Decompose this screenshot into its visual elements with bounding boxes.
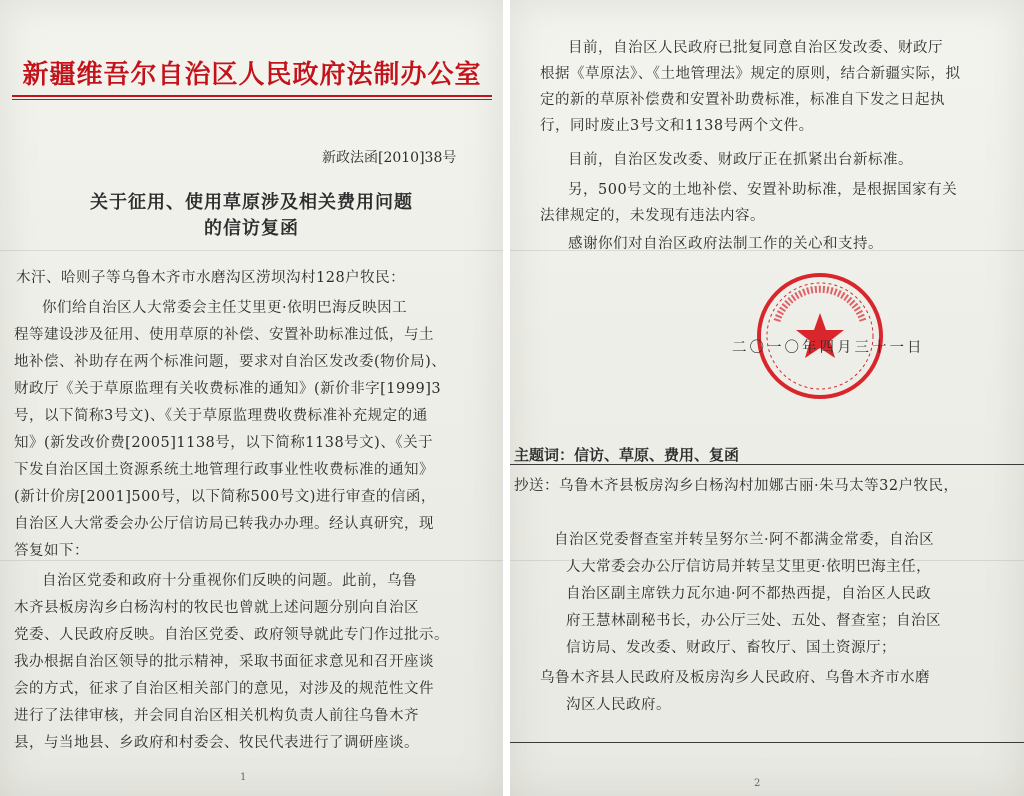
body-line: 答复如下： <box>14 543 89 559</box>
subject-keywords: 主题词：信访、草原、费用、复函 <box>514 446 740 464</box>
body-line: 进行了法律审核，并会同自治区相关机构负责人前往乌鲁木齐 <box>14 708 419 724</box>
page-number: 2 <box>754 778 761 789</box>
cc-line: 乌鲁木齐县人民政府及板房沟乡人民政府、乌鲁木齐市水磨 <box>540 670 930 686</box>
document-number: 新政法函[2010]38号 <box>322 150 457 166</box>
body-line: 我办根据自治区领导的批示精神，采取书面征求意见和召开座谈 <box>14 654 434 670</box>
body-line: 感谢你们对自治区政府法制工作的关心和支持。 <box>568 236 883 252</box>
body-line: 号，以下简称3号文)、《关于草原监理费收费标准补充规定的通 <box>14 408 428 424</box>
body-line: 知》(新发改价费[2005]1138号，以下简称1138号文)、《关于 <box>14 435 434 451</box>
body-line: 你们给自治区人大常委会主任艾里更·依明巴海反映因工 <box>42 300 408 316</box>
cc-line: 人大常委会办公厅信访局并转呈艾里更·依明巴海主任， <box>566 559 932 575</box>
body-line: 财政厅《关于草原监理有关收费标准的通知》(新价非字[1999]3 <box>14 381 442 397</box>
body-line: 会的方式，征求了自治区相关部门的意见，对涉及的规范性文件 <box>14 681 434 697</box>
subject-rule <box>510 464 1024 465</box>
letterhead-rule <box>12 95 492 97</box>
cc-line: 抄送：乌鲁木齐县板房沟乡白杨沟村加娜古丽·朱马太等32户牧民， <box>514 478 959 494</box>
body-line: 党委、人民政府反映。自治区党委、政府领导就此专门作过批示。 <box>14 627 449 643</box>
body-line: 自治区党委和政府十分重视你们反映的问题。此前，乌鲁 <box>42 573 417 589</box>
footer-rule <box>510 742 1024 743</box>
body-line: 下发自治区国土资源系统土地管理行政事业性收费标准的通知》 <box>14 462 434 478</box>
body-line: 地补偿、补助存在两个标准问题，要求对自治区发改委(物价局)、 <box>14 354 447 370</box>
letterhead-rule-thin <box>12 99 492 100</box>
cc-line: 沟区人民政府。 <box>566 697 671 713</box>
letterhead: 新疆维吾尔自治区人民政府法制办公室 <box>22 60 482 90</box>
body-line: 程等建设涉及征用、使用草原的补偿、安置补助标准过低，与土 <box>14 327 434 343</box>
page-number: 1 <box>240 772 247 783</box>
body-line: 定的新的草原补偿费和安置补助费标准，标准自下发之日起执 <box>540 92 945 108</box>
body-line: 目前，自治区发改委、财政厅正在抓紧出台新标准。 <box>568 152 913 168</box>
cc-line: 信访局、发改委、财政厅、畜牧厅、国土资源厅； <box>566 640 896 656</box>
cc-line: 府王慧林副秘书长，办公厅三处、五处、督查室；自治区 <box>566 613 941 629</box>
document-title-line-1: 关于征用、使用草原涉及相关费用问题 <box>90 192 413 213</box>
body-line: 木齐县板房沟乡白杨沟村的牧民也曾就上述问题分别向自治区 <box>14 600 419 616</box>
body-line: 县，与当地县、乡政府和村委会、牧民代表进行了调研座谈。 <box>14 735 419 751</box>
letter-page-1 <box>0 0 503 796</box>
body-line: 自治区人大常委会办公厅信访局已转我办办理。经认真研究，现 <box>14 516 434 532</box>
document-title-line-2: 的信访复函 <box>204 218 299 239</box>
salutation: 木汗、哈则子等乌鲁木齐市水磨沟区涝坝沟村128户牧民： <box>16 270 406 286</box>
body-line: 目前，自治区人民政府已批复同意自治区发改委、财政厅 <box>568 40 943 56</box>
letter-page-2 <box>510 0 1024 796</box>
body-line: (新计价房[2001]500号，以下简称500号文)进行审查的信函， <box>14 489 436 505</box>
cc-line: 自治区副主席铁力瓦尔迪·阿不都热西提，自治区人民政 <box>566 586 932 602</box>
body-line: 行，同时废止3号文和1138号两个文件。 <box>540 118 814 134</box>
cc-line: 自治区党委督查室并转呈努尔兰·阿不都满金常委，自治区 <box>554 532 935 548</box>
document-date: 二〇一〇年四月三十一日 <box>732 340 925 356</box>
body-line: 根据《草原法》、《土地管理法》规定的原则，结合新疆实际，拟 <box>540 66 961 82</box>
body-line: 法律规定的，未发现有违法内容。 <box>540 208 765 224</box>
body-line: 另，500号文的土地补偿、安置补助标准，是根据国家有关 <box>568 182 958 198</box>
